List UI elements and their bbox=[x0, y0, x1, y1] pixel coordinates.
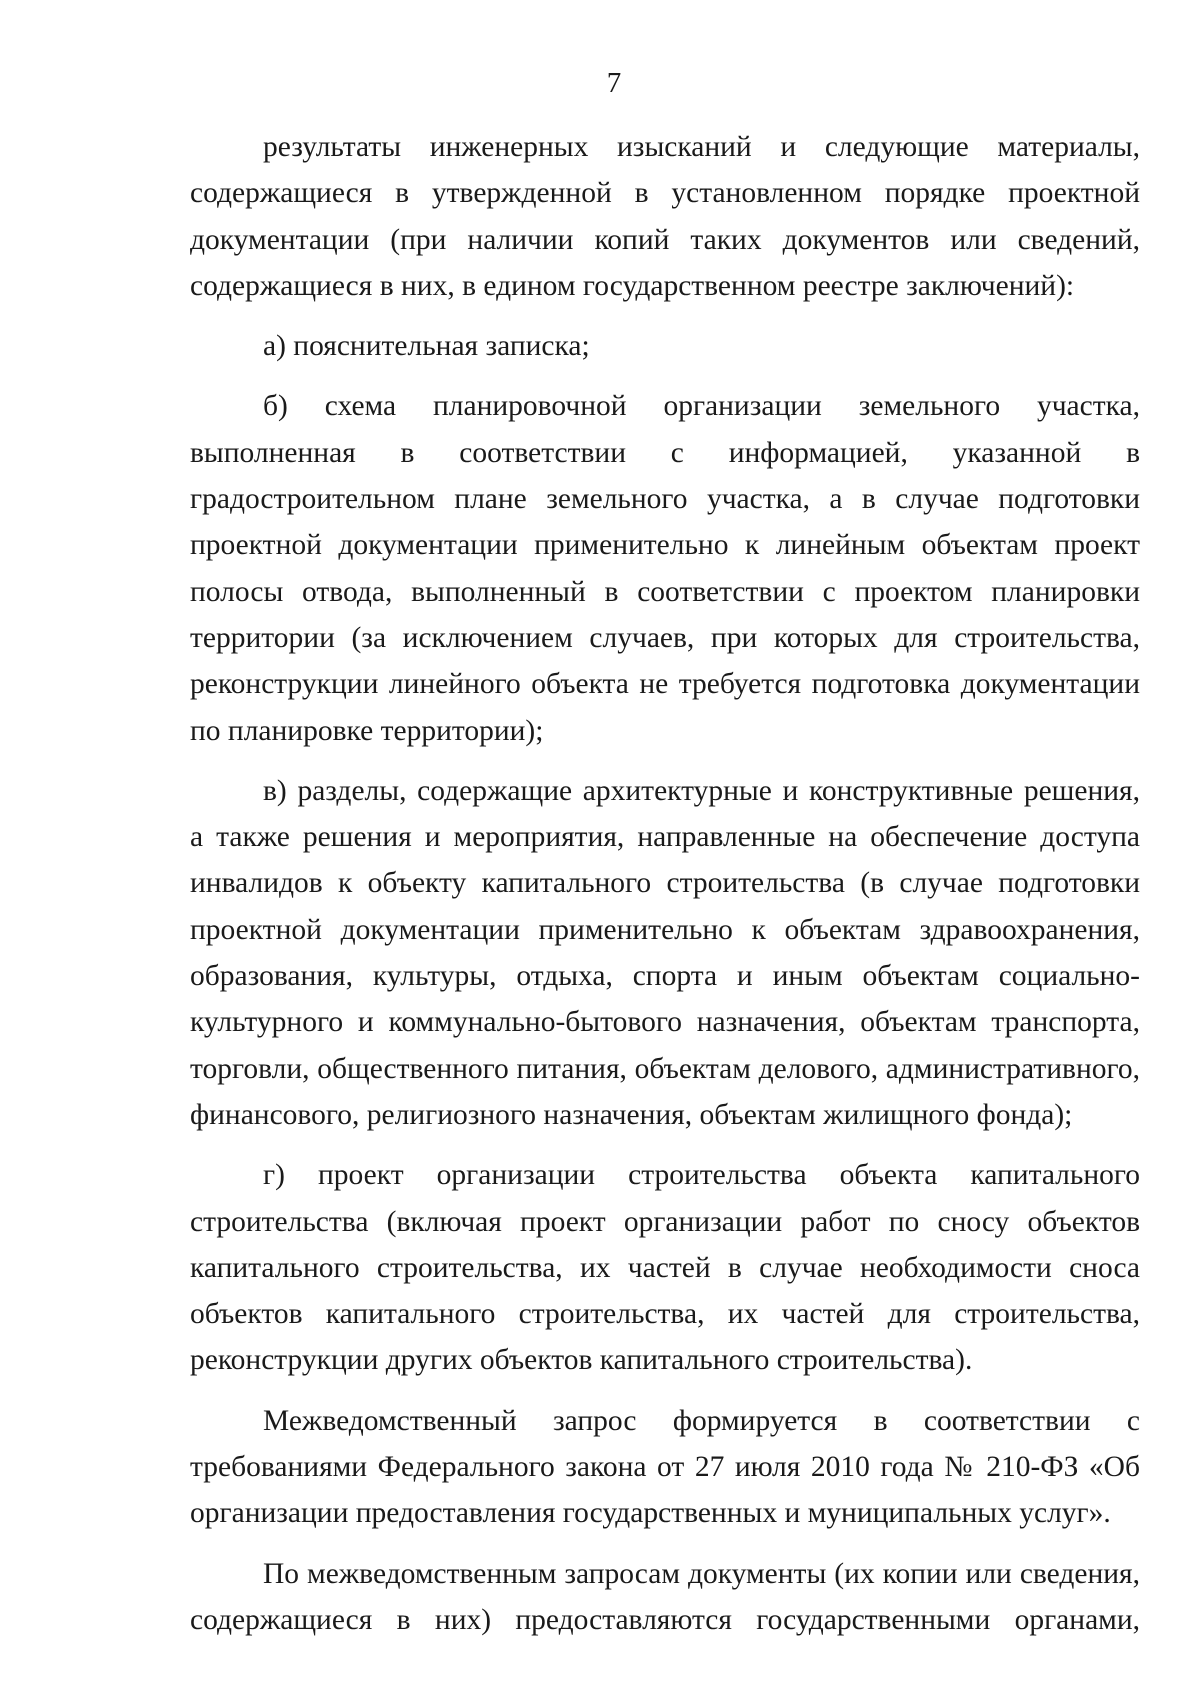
paragraph-item-a: а) пояснительная записка; bbox=[263, 330, 590, 363]
paragraph-item-b: б) схема планировочной организации земельного участка, выполненная в соответствии с информацией, указанной в градостроительном плане земельного участка, а в случае подготовки проектной документации применительно к линейным объектам проект полосы отвода, выполненный в соответствии с проектом планировки территории (за исключением случаев, при которых для строительства, реконструкции линейного объекта не требуется подготовка документации по планировке территории); bbox=[190, 390, 1140, 747]
paragraph-engineering-surveys: результаты инженерных изысканий и следующие материалы, содержащиеся в утвержденной в установленном порядке проектной документации (при наличии копий таких документов или сведений, содержащиеся в них, в едином государственном реестре заключений): bbox=[190, 131, 1140, 302]
paragraph-item-g: г) проект организации строительства объекта капитального строительства (включая проект организации работ по сносу объектов капитального строительства, их частей в случае необходимости сноса объектов капитального строительства, их частей для строительства, реконструкции других объектов капитального строительства). bbox=[190, 1159, 1140, 1377]
paragraph-interagency-request: Межведомственный запрос формируется в соответствии с требованиями Федерального закона от 27 июля 2010 года № 210-ФЗ «Об организации предоставления государственных и муниципальных услуг». bbox=[190, 1404, 1140, 1530]
page-number: 7 bbox=[606, 67, 622, 99]
document-body bbox=[190, 124, 1140, 1643]
paragraph-item-v: в) разделы, содержащие архитектурные и конструктивные решения, а также решения и мероприятия, направленные на обеспечение доступа инвалидов к объекту капитального строительства (в случае подготовки проектной документации применительно к объектам здравоохранения, образования, культуры, отдыха, спорта и иным объектам социально-культурного и коммунально-бытового назначения, объектам транспорта, торговли, общественного питания, объектам делового, административного, финансового, религиозного назначения, объектам жилищного фонда); bbox=[190, 774, 1140, 1131]
paragraph-interagency-response: По межведомственным запросам документы (их копии или сведения, содержащиеся в них) предоставляются государственными органами, bbox=[190, 1557, 1140, 1636]
